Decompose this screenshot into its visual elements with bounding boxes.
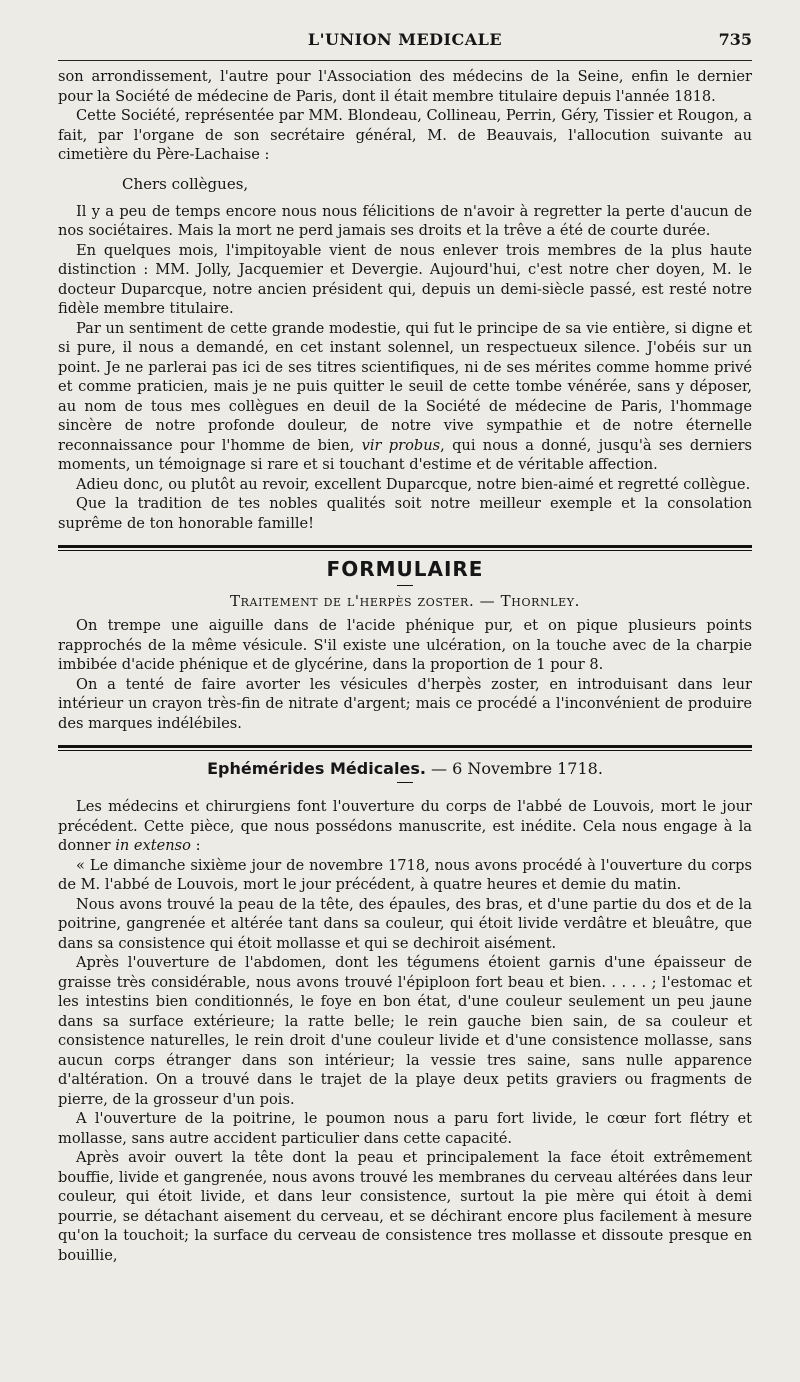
eulogy-text-b: , qui nous a donné, jusqu'à ses derniers moments, un témoignage si rare et si touchant d'estime et de véritable affection.	[58, 436, 752, 473]
formulaire-paragraph-2: On a tenté de faire avorter les vésicules d'herpès zoster, en introduisant dans leur intérieur un crayon très-fin de nitrate d'argent; mais ce procédé a l'inconvénient de produire des marques indélébiles.	[58, 675, 752, 732]
title-rule	[397, 782, 413, 783]
ephemerides-paragraph-5: A l'ouverture de la poitrine, le poumon nous a paru fort livide, le cœur fort flétry et mollasse, sans autre accident particulier dans cette capacité.	[58, 1110, 752, 1147]
header-rule	[58, 60, 752, 61]
page-number: 735	[718, 30, 752, 49]
paragraph-eulogy-1: Il y a peu de temps encore nous nous félicitions de n'avoir à regretter la perte d'aucun de nos sociétaires. Mais la mort ne perd jamais ses droits et la trêve a été de courte durée.	[58, 202, 752, 239]
ephemerides-title-date: — 6 Novembre 1718.	[425, 759, 603, 778]
formulaire-title: FORMULAIRE	[326, 557, 484, 581]
salutation: Chers collègues,	[122, 174, 249, 193]
section-divider	[58, 745, 752, 751]
ephemerides-paragraph-2: « Le dimanche sixième jour de novembre 1718, nous avons procédé à l'ouverture du corps de M. l'abbé de Louvois, mort le jour précédent, à quatre heures et demie du matin.	[58, 856, 752, 893]
running-title: L'UNION MEDICALE	[307, 30, 503, 49]
eulogy-text-a: Par un sentiment de cette grande modestie, qui fut le principe de sa vie entière, si digne et si pure, il nous a demandé, en cet instant solennel, un respectueux silence. J'obéis sur un point. Je ne parlerai pas ici de ses titres scientifiques, ni de ses mérites comme homme privé et comme praticien, mais je ne puis quitter le seuil de cette tombe vénérée, sans y déposer, au nom de tous mes collègues en deuil de la Société de médecine de Paris, l'hommage sincère de notre profonde douleur, de notre vive sympathie et de notre éternelle reconnaissance pour l'homme de bien,	[58, 319, 752, 454]
paragraph-continuation: son arrondissement, l'autre pour l'Association des médecins de la Seine, enfin le dernier pour la Société de médecine de Paris, dont il était membre titulaire depuis l'année 1818.	[58, 68, 752, 105]
formulaire-subtitle: Traitement de l'herpès zoster. — Thornley.	[230, 592, 580, 610]
ephemerides-title-bold: Ephémérides Médicales.	[207, 759, 426, 778]
formulaire-paragraph-1: On trempe une aiguille dans de l'acide phénique pur, et on pique plusieurs points rapprochés de la même vésicule. S'il existe une ulcération, on la touche avec de la charpie imbibée d'acide phénique et de glycérine, dans la proportion de 1 pour 8.	[58, 617, 752, 673]
eph-text-a: Les médecins et chirurgiens font l'ouverture du corps de l'abbé de Louvois, mort le jour précédent. Cette pièce, que nous possédons manuscrite, est inédite. Cela nous engage à la donner	[58, 798, 752, 854]
paragraph-eulogy-2: En quelques mois, l'impitoyable vient de nous enlever trois membres de la plus haute distinction : MM. Jolly, Jacquemier et Devergie. Aujourd'hui, c'est notre cher doyen, M. le docteur Duparcque, notre ancien président qui, depuis un demi-siècle passé, est resté notre fidèle membre titulaire.	[58, 241, 752, 317]
paragraph-eulogy-4: Adieu donc, ou plutôt au revoir, excellent Duparcque, notre bien-aimé et regretté collègue.	[76, 475, 751, 493]
eph-text-b: :	[190, 837, 201, 854]
ephemerides-paragraph-1	[58, 797, 752, 856]
ephemerides-title	[58, 759, 752, 778]
title-rule	[397, 585, 413, 586]
latin-phrase: vir probus	[361, 436, 441, 454]
paragraph-societe: Cette Société, représentée par MM. Blondeau, Collineau, Perrin, Géry, Tissier et Rougon, a fait, par l'organe de son secrétaire général, M. de Beauvais, l'allocution suivante au cimetière du Père-Lachaise :	[58, 107, 752, 163]
page-header	[58, 26, 752, 56]
ephemerides-paragraph-3: Nous avons trouvé la peau de la tête, des épaules, des bras, et d'une partie du dos et de la poitrine, gangrenée et altérée tant dans sa couleur, qui étoit livide verdâtre et bleuâtre, que dans sa consistence qui étoit mollasse et qui se dechiroit aisément.	[58, 895, 752, 952]
ephemerides-paragraph-6: Après avoir ouvert la tête dont la peau et principalement la face étoit extrêmement bouffie, livide et gangrenée, nous avons trouvé les membranes du cerveau altérées dans leur couleur, qui étoit livide, et dans leur consistence, surtout la pie mère qui étoit à demi pourrie, se détachant aisement du cerveau, et se déchirant encore plus facilement à mesure qu'on la touchoit; la surface du cerveau de consistence tres mollasse et dissoute presque en bouillie,	[58, 1149, 752, 1264]
paragraph-eulogy-3	[58, 319, 752, 475]
section-divider	[58, 545, 752, 551]
ephemerides-paragraph-4: Après l'ouverture de l'abdomen, dont les tégumens étoient garnis d'une épaisseur de graisse très considérable, nous avons trouvé l'épiploon fort beau et bien. . . . . ; l'estomac et les intestins bien conditionnés, le foye en bon état, d'une couleur seulement un peu jaune dans sa surface extérieure; la ratte belle; le rein gauche bien sain, de sa couleur et consistence naturelles, le rein droit d'une couleur livide et d'une consistence mollasse, sans aucun corps étranger dans son intérieur; la vessie tres saine, sans nulle apparence d'altération. On a trouvé dans le trajet de la playe deux petits graviers ou fragments de pierre, de la grosseur d'un pois.	[58, 954, 752, 1108]
paragraph-eulogy-5: Que la tradition de tes nobles qualités soit notre meilleur exemple et la consolation suprême de ton honorable famille!	[58, 495, 752, 532]
latin-phrase: in extenso	[115, 837, 191, 854]
